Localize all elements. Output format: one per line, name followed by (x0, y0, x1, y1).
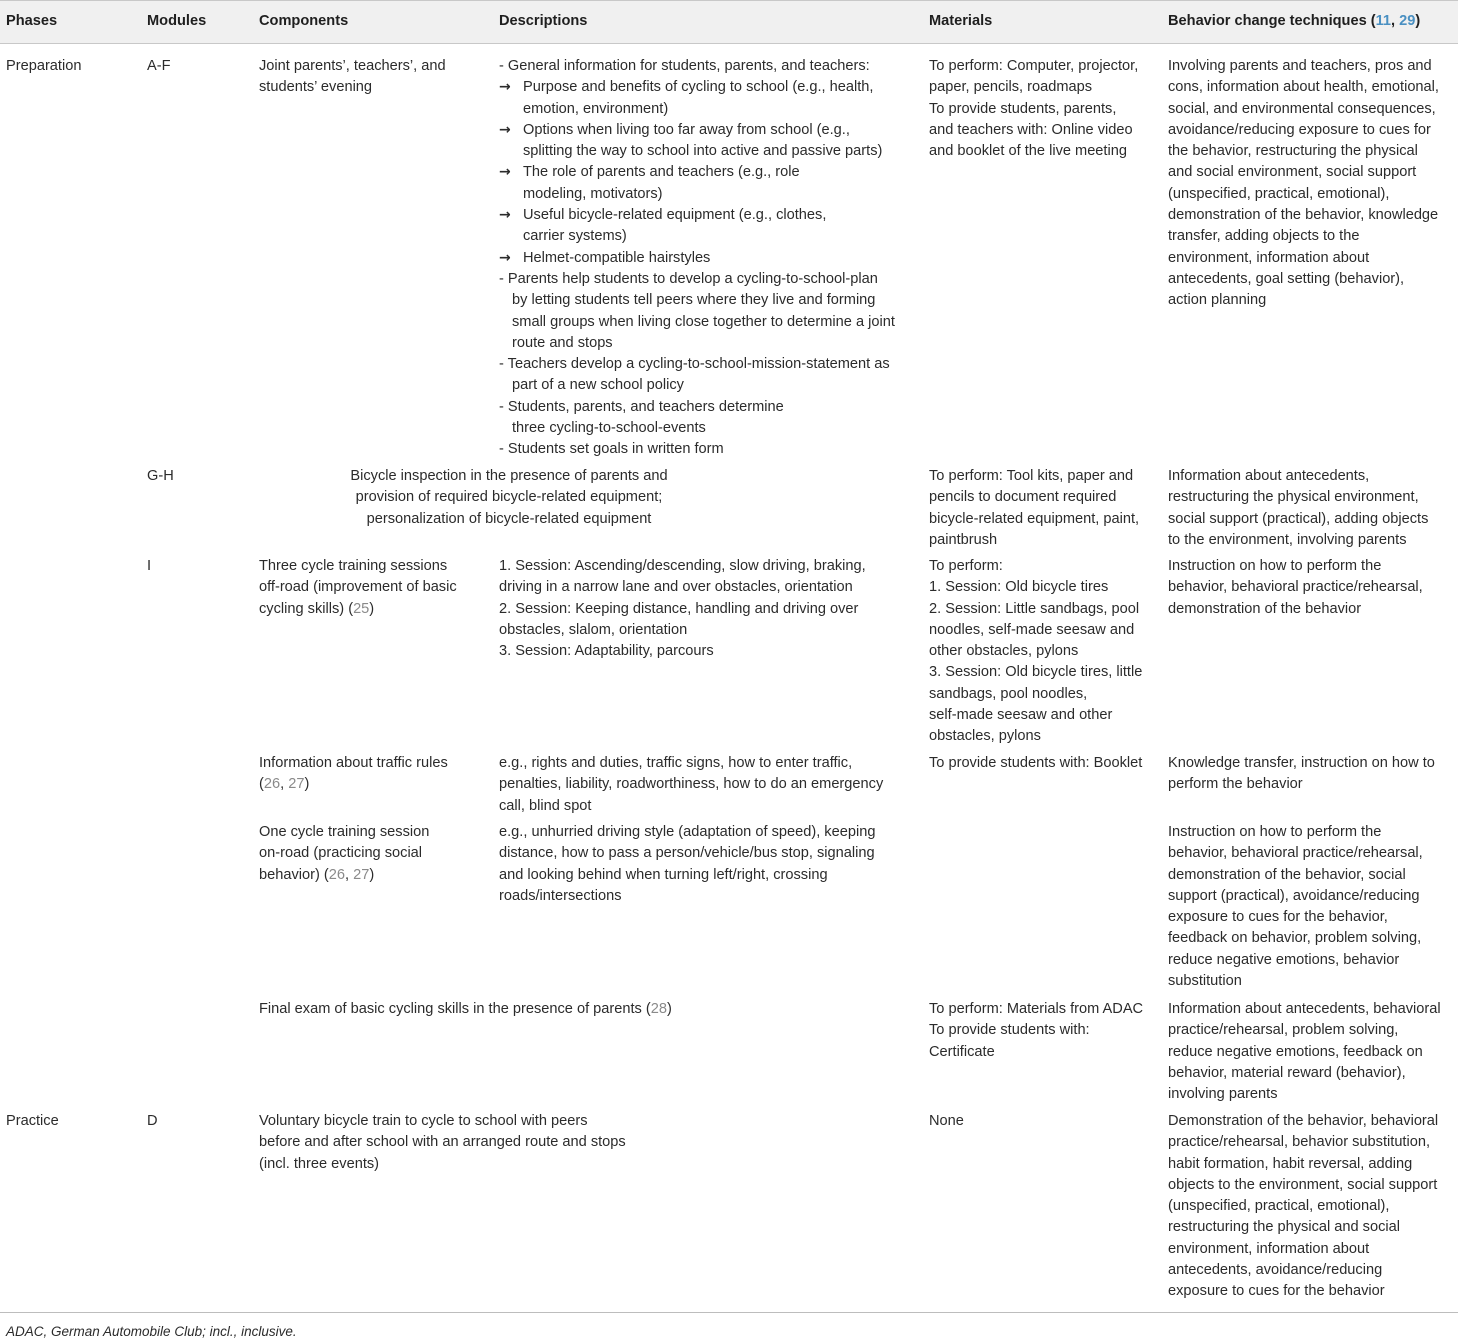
description-cell: - General information for students, parents, and teachers: → Purpose and benefits of cycling to school (e.g., health, emotion, environment) → Options when living too far away from school (e.g., splitting the way to school into active and passive parts) → The role of parents and teachers (e.g., role modeling, motivators) → Useful bicycle-related equipment (e.g., clothes, carrier systems) → Helmet-compatible hairstyles - Parents help students to develop a cycling-to-school-plan by letting students tell peers where they live and forming small groups when living close together to determine a joint route and stops - Teachers develop a cycling-to-school-mission-statement as part of a new school policy - Students, parents, and teachers determine three cycling-to-school-events - Students set goals in written form (499, 58, 895, 458)
column-header-components: Components (259, 13, 349, 29)
materials-cell: To provide students with: Booklet (929, 755, 1143, 771)
column-header-materials: Materials (929, 13, 993, 29)
component-cell: Final exam of basic cycling skills in the presence of parents (28) (259, 1001, 672, 1017)
citation-link[interactable]: 27 (288, 776, 305, 793)
description-cell: e.g., rights and duties, traffic signs, how to enter traffic, penalties, liability, roadworthiness, how to do an emergency call, blind spot (499, 755, 884, 814)
table-footnote: ADAC, German Automobile Club; incl., inclusive. (6, 1324, 297, 1339)
component-cell: Joint parents’, teachers’, and students’ evening (259, 58, 446, 96)
column-header-modules: Modules (147, 13, 207, 29)
column-header-phases: Phases (6, 13, 58, 29)
bct-cell: Instruction on how to perform the behavior, behavioral practice/rehearsal, demonstration of the behavior (1168, 558, 1423, 617)
component-cell: Bicycle inspection in the presence of parents and provision of required bicycle-related equipment; personalization of bicycle-related equipment (350, 468, 668, 527)
description-cell: e.g., unhurried driving style (adaptation of speed), keeping distance, how to pass a person/vehicle/bus stop, signaling and looking behind when turning left/right, crossing roads/intersections (499, 824, 876, 904)
bct-cell: Information about antecedents, behavioral practice/rehearsal, problem solving, reduce negative emotions, feedback on behavior, material reward (behavior), involving parents (1168, 1001, 1441, 1103)
module-cell: I (147, 558, 152, 574)
arrow-right-icon: → (499, 121, 511, 138)
materials-cell: To perform: Materials from ADAC To provide students with: Certificate (929, 1001, 1144, 1060)
phase-cell: Practice (6, 1113, 59, 1129)
materials-cell: To perform: Computer, projector, paper, pencils, roadmaps To provide students, parents, and teachers with: Online video and booklet of the live meeting (929, 58, 1139, 160)
table-bottom-rule (0, 1312, 1458, 1313)
bct-cell: Instruction on how to perform the behavior, behavioral practice/rehearsal, demonstration of the behavior, social support (practical), avoidance/reducing exposure to cues for the behavior, feedback on behavior, problem solving, reduce negative emotions, behavior substitution (1168, 824, 1423, 990)
component-cell: Information about traffic rules (26, 27) (259, 755, 448, 793)
module-cell: A-F (147, 58, 171, 74)
citation-link[interactable]: 25 (353, 600, 370, 617)
citation-link[interactable]: 28 (650, 1001, 668, 1017)
component-cell: One cycle training session on-road (practicing social behavior) (26, 27) (259, 824, 430, 883)
bct-cell: Demonstration of the behavior, behavioral practice/rehearsal, behavior substitution, habit formation, habit reversal, adding objects to the environment, social support (unspecified, practical, emotional), restructuring the physical and social environment, information about antecedents, avoidance/reducing exposure to cues for the behavior (1168, 1113, 1439, 1300)
arrow-right-icon: → (499, 164, 511, 181)
bct-cell: Involving parents and teachers, pros and cons, information about health, emotional, social, and environmental consequences, avoidance/reducing exposure to cues for the behavior, restructuring the physical and social environment, social support (unspecified, practical, emotional), demonstration of the behavior, knowledge transfer, adding objects to the environment, information about antecedents, goal setting (behavior), action planning (1168, 58, 1439, 309)
phase-cell: Preparation (6, 58, 82, 74)
module-cell: G-H (147, 468, 174, 484)
citation-link[interactable]: 26 (263, 776, 281, 793)
citation-link[interactable]: 29 (1399, 13, 1416, 29)
bct-cell: Knowledge transfer, instruction on how to perform the behavior (1168, 755, 1435, 793)
column-header-behavior-change-techniques: Behavior change techniques (11, 29) (1168, 13, 1421, 29)
bct-cell: Information about antecedents, restructuring the physical environment, social support (practical), adding objects to the environment, involving parents (1168, 468, 1429, 548)
module-cell: D (147, 1113, 158, 1129)
component-cell: Three cycle training sessions off-road (improvement of basic cycling skills) (25) (259, 558, 457, 617)
column-header-descriptions: Descriptions (499, 13, 588, 29)
description-cell: 1. Session: Ascending/descending, slow driving, braking, driving in a narrow lane and over obstacles, orientation 2. Session: Keeping distance, handling and driving over obstacles, slalom, orientation 3. Session: Adaptability, parcours (499, 558, 866, 660)
arrow-right-icon: → (499, 79, 511, 96)
citation-link[interactable]: 26 (328, 866, 345, 883)
materials-cell: To perform: Tool kits, paper and pencils to document required bicycle-related equipment, paint, paintbrush (929, 468, 1140, 548)
materials-cell: To perform: 1. Session: Old bicycle tires 2. Session: Little sandbags, pool noodles, self-made seesaw and other obstacles, pylons 3. Session: Old bicycle tires, little sandbags, pool noodles, self-made seesaw and other obstacles, pylons (929, 558, 1143, 745)
materials-cell: None (929, 1113, 964, 1129)
citation-link[interactable]: 27 (353, 866, 370, 883)
arrow-right-icon: → (499, 249, 511, 266)
arrow-right-icon: → (499, 207, 511, 224)
citation-link[interactable]: 11 (1375, 13, 1392, 29)
component-cell: Voluntary bicycle train to cycle to school with peers before and after school with an arranged route and stops (incl. three events) (259, 1113, 626, 1172)
